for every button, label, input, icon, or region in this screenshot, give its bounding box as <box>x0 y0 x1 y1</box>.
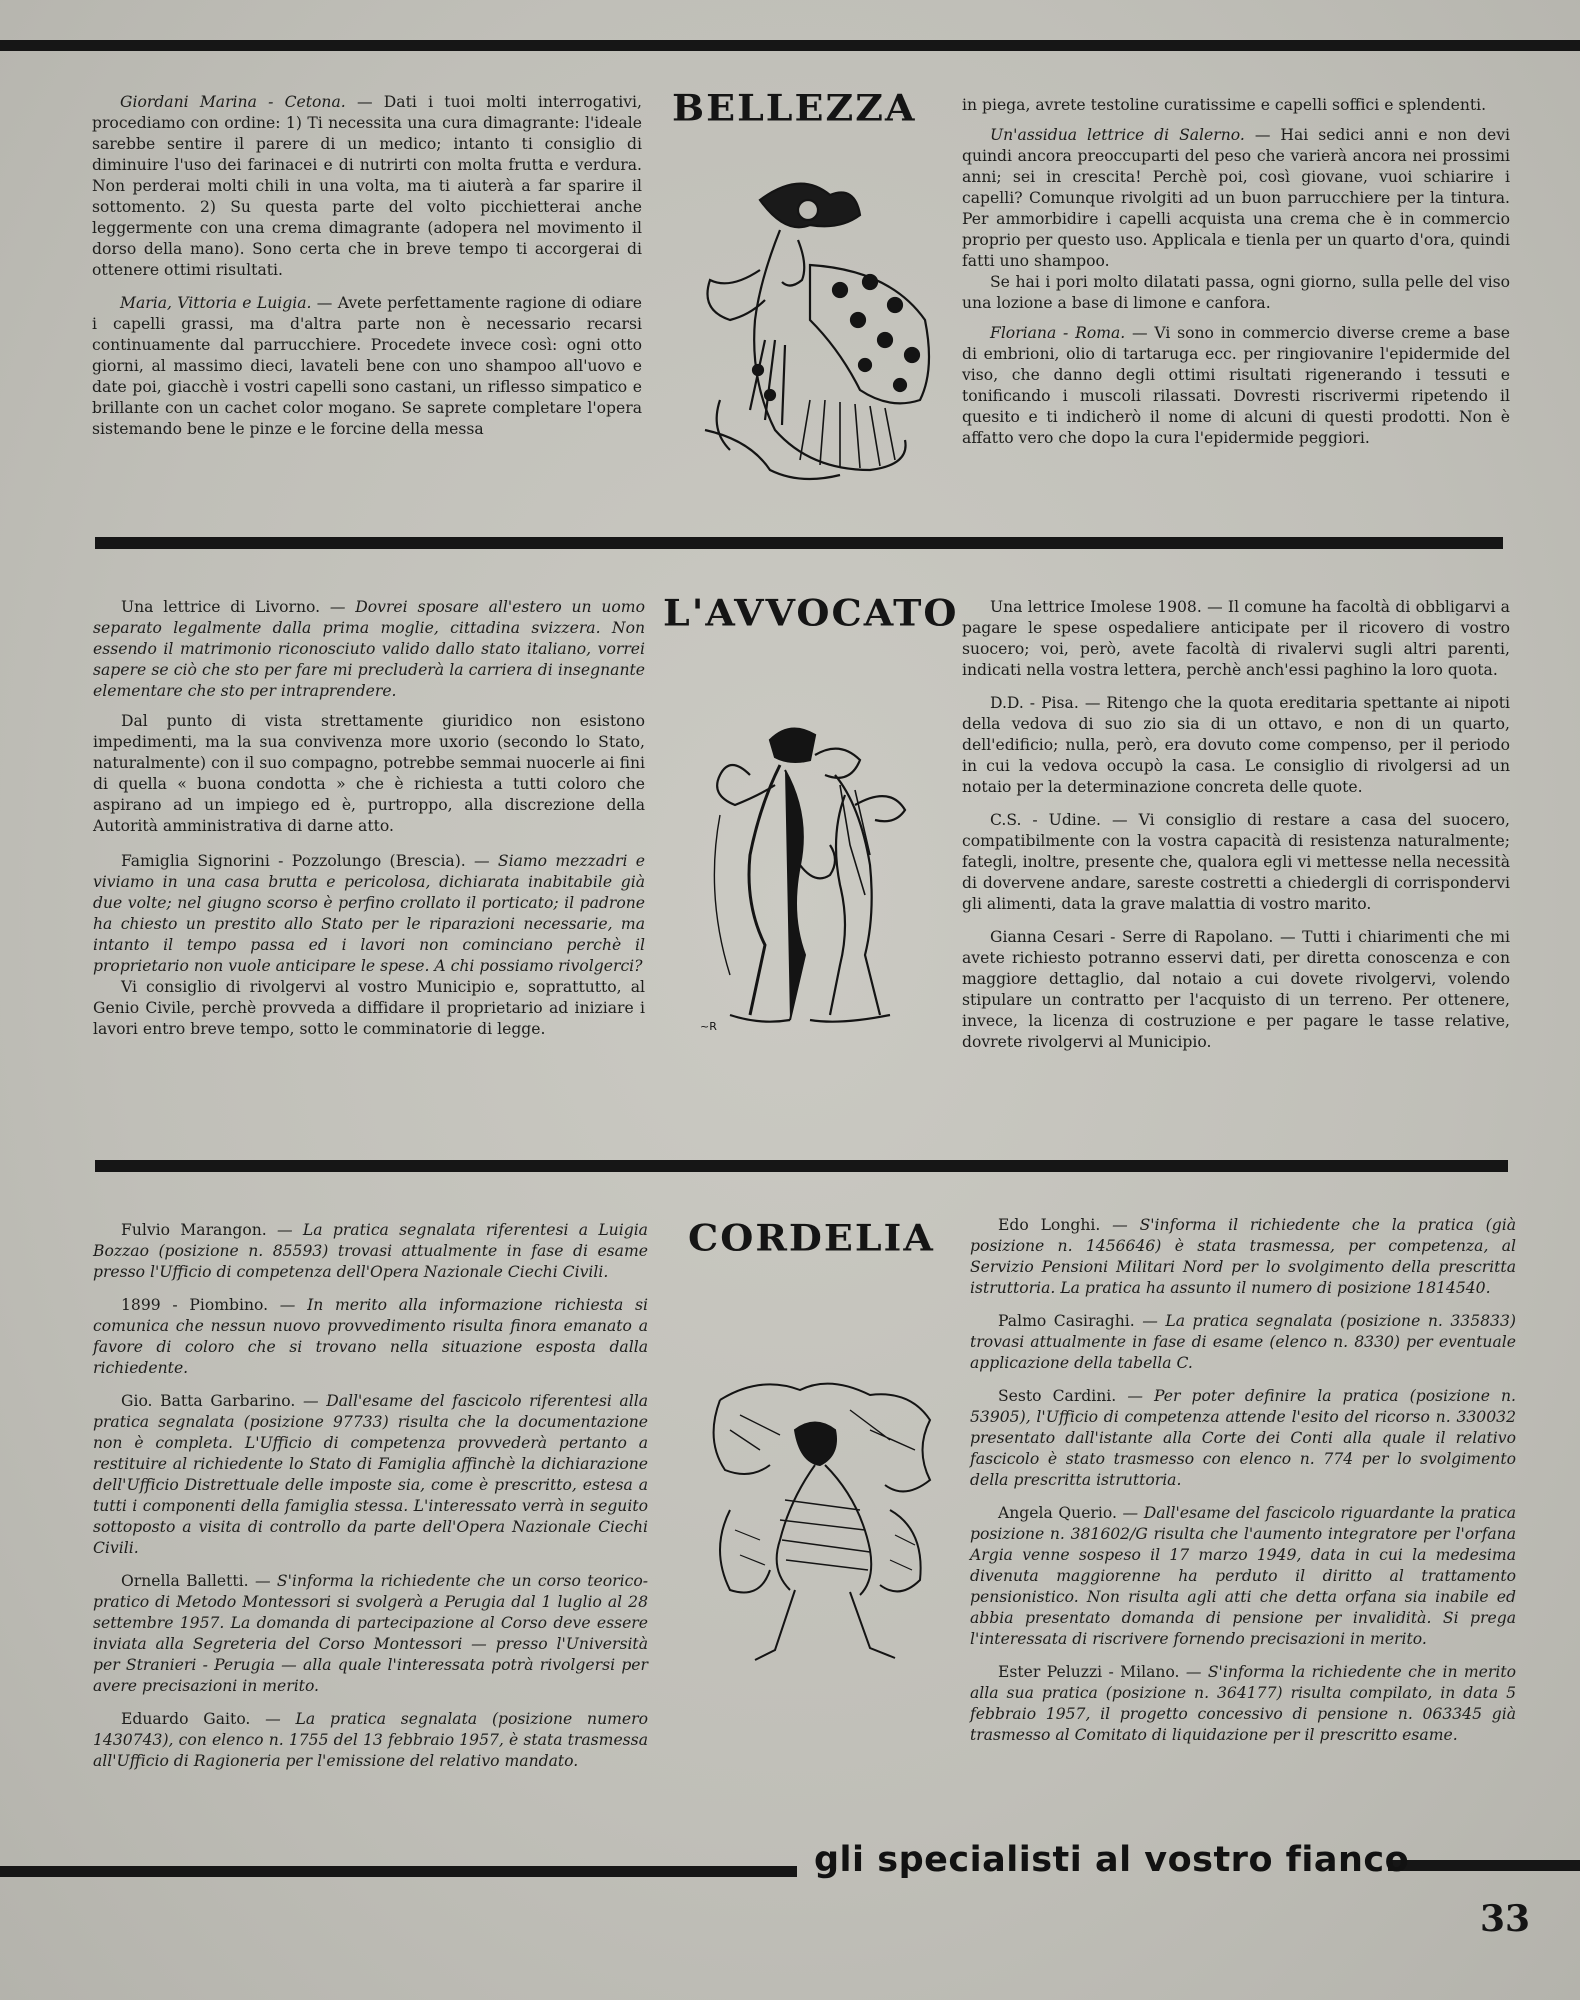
bellezza-right-column <box>962 95 1510 458</box>
section-divider-2 <box>95 1160 1508 1172</box>
letter: Maria, Vittoria e Luigia. — Avete perfettamente ragione di odiare i capelli grassi, ma d'altra parte non è necessario recarsi continuamente dal parrucchiere. Procedete invece così: ogni otto giorni, al massimo dieci, lavateli bene con uno shampoo all'uovo e date poi, giacchè i vostri capelli sono castani, un riflesso simpatico e brillante con un cachet color mogano. Se saprete completare l'opera sistemando bene le pinze e le forcine della messa <box>92 294 642 438</box>
top-rule <box>0 40 1580 51</box>
footer-rule-left <box>0 1866 797 1877</box>
footer-rule-right <box>1388 1860 1580 1871</box>
letter: Palmo Casiraghi. — La pratica segnalata (posizione n. 335833) trovasi attualmente in fase di esame (elenco n. 8330) per eventuale applicazione della tabella C. <box>970 1312 1516 1372</box>
woman-illustration <box>690 170 940 490</box>
avvocato-right-column <box>962 597 1510 1062</box>
dancing-couple-illustration <box>690 715 940 1035</box>
letter: Gio. Batta Garbarino. — Dall'esame del fascicolo riferentesi alla pratica segnalata (posizione 97733) risulta che la documentazione non è completa. L'Ufficio di competenza provvederà pertanto a restituire al richiedente lo Stato di Famiglia affinchè la dichiarazione dell'Ufficio Distrettuale delle imposte sia, come è prescritto, estesa a tutti i componenti della famiglia stessa. L'interessato verrà in seguito sottoposto a visita di controllo da parte dell'Opera Nazionale Ciechi Civili. <box>93 1392 649 1557</box>
reply: Vi consiglio di rivolgervi al vostro Municipio e, soprattutto, al Genio Civile, perchè provveda a diffidare il proprietario ad iniziare i lavori entro breve tempo, sotto le comminatorie di legge. <box>93 978 645 1038</box>
reply: Dal punto di vista strettamente giuridico non esistono impedimenti, ma la sua convivenza more uxorio (secondo lo Stato, naturalmente) con il suo compagno, potrebbe semmai nuocerle ai fini di quella « buona condotta » che è richiesta a tutti coloro che aspirano ad un impiego ed è, purtroppo, alla discrezione della Autorità amministrativa di darne atto. <box>93 712 645 835</box>
section-heading-cordelia: CORDELIA <box>688 1216 935 1259</box>
girl-with-papers-illustration <box>700 1370 945 1670</box>
letter: D.D. - Pisa. — Ritengo che la quota ereditaria spettante ai nipoti della vedova di suo zio sia di un ottavo, e non di un quarto, dell'edificio; nulla, però, era dovuto come compenso, per il periodo in cui la vedova occupò la casa. Le consiglio di rivolgersi ad un notaio per la determinazione concreta delle quote. <box>962 694 1510 796</box>
avvocato-left-column <box>93 597 645 1049</box>
section-heading-avvocato: L'AVVOCATO <box>663 591 959 634</box>
section-heading-bellezza: BELLEZZA <box>672 86 917 129</box>
letter: Eduardo Gaito. — La pratica segnalata (posizione numero 1430743), con elenco n. 1755 del 13 febbraio 1957, è stata trasmessa all'Ufficio di Ragioneria per l'emissione del relativo mandato. <box>93 1710 648 1770</box>
letter: 1899 - Piombino. — In merito alla informazione richiesta si comunica che nessun nuovo provvedimento risulta finora emanato a favore di coloro che si trovano nella situazione esposta dalla richiedente. <box>93 1296 648 1377</box>
letter-continued: in piega, avrete testoline curatissime e capelli soffici e splendenti. <box>962 96 1487 114</box>
letter: Angela Querio. — Dall'esame del fascicolo riguardante la pratica posizione n. 381602/G risulta che l'aumento integratore per l'orfana Argia venne sospeso il 17 marzo 1949, data in cui la medesima divenuta maggiorenne ha perduto il diritto al trattamento pensionistico. Non risulta agli atti che detta orfana sia inabile ed abbia presentato domanda di pensione per invalidità. Si prega l'interessata di riscrivere fornendo precisazioni in merito. <box>970 1504 1516 1648</box>
letter: Famiglia Signorini - Pozzolungo (Brescia). — Siamo mezzadri e viviamo in una casa brutta e pericolosa, dichiarata inabitabile già due volte; nel giugno scorso è perfino crollato il porticato; il padrone ha chiesto un prestito allo Stato per le riparazioni necessarie, ma intanto il tempo passa ed i lavori non cominciano perchè il proprietario non vuole anticipare le spese. A chi possiamo rivolgerci? <box>93 852 645 975</box>
letter: Un'assidua lettrice di Salerno. — Hai sedici anni e non devi quindi ancora preoccuparti del peso che varierà ancora nei prossimi anni; sei in crescita! Perchè poi, così giovane, vuoi schiarire i capelli? Comunque rivolgiti ad un buon parrucchiere per la tintura. Per ammorbidire i capelli acquista una crema che è in commercio proprio per questo uso. Applicala e tienla per un quarto d'ora, quindi fatti uno shampoo. <box>962 126 1511 270</box>
illustration-signature: ~R <box>700 1020 717 1033</box>
letter: Edo Longhi. — S'informa il richiedente che la pratica (già posizione n. 1456646) è stata trasmessa, per competenza, al Servizio Pensioni Militari Nord per lo svolgimento della prescritta istruttoria. La pratica ha assunto il numero di posizione 1814540. <box>970 1216 1516 1297</box>
letter: Sesto Cardini. — Per poter definire la pratica (posizione n. 53905), l'Ufficio di competenza attende l'esito del ricorso n. 330032 presentato dall'istante alla Corte dei Conti alla quale il relativo fascicolo è stato trasmesso con elenco n. 774 per lo svolgimento della prescritta istruttoria. <box>970 1387 1516 1489</box>
letter: C.S. - Udine. — Vi consiglio di restare a casa del suocero, compatibilmente con la vostra capacità di resistenza naturalmente; fategli, inoltre, presente che, qualora egli vi mettesse nella necessità di dovervene andare, sareste costretti a chiedergli di corrispondervi gli alimenti, data la grave malattia di vostro marito. <box>962 811 1510 913</box>
letter: Giordani Marina - Cetona. — Dati i tuoi molti interrogativi, procediamo con ordine: 1) Ti necessita una cura dimagrante: l'ideale sarebbe sentire il parere di un medico; intanto ti consiglio di diminuire l'uso dei farinacei e di nutrirti con molta frutta e verdura. Non perderai molti chili in una volta, ma ti aiuterà a far sparire il sottomento. 2) Su questa parte del volto picchietterai anche leggermente con una crema dimagrante (adopera nel movimento il dorso della mano). Sono certa che in breve tempo ti accorgerai di ottenere ottimi risultati. <box>92 93 642 279</box>
letter: Una lettrice Imolese 1908. — Il comune ha facoltà di obbligarvi a pagare le spese ospedaliere anticipate per il ricovero di vostro suocero; voi, però, avete facoltà di rivalervi sugli altri parenti, indicati nella vostra lettera, perchè anch'essi paghino la loro quota. <box>962 598 1510 679</box>
cordelia-left-column <box>93 1220 648 1781</box>
letter: Fulvio Marangon. — La pratica segnalata riferentesi a Luigia Bozzao (posizione n. 85593) trovasi attualmente in fase di esame presso l'Ufficio di competenza dell'Opera Nazionale Ciechi Civili. <box>93 1221 648 1281</box>
page-number: 33 <box>1480 1898 1531 1940</box>
section-divider-1 <box>95 537 1503 549</box>
letter: Ornella Balletti. — S'informa la richiedente che un corso teorico-pratico di Metodo Montessori si svolgerà a Perugia dal 1 luglio al 28 settembre 1957. La domanda di partecipazione al Corso deve essere inviata alla Segreteria del Corso Montessori — presso l'Università per Stranieri - Perugia — alla quale l'interessata potrà rivolgersi per avere precisazioni in merito. <box>93 1572 648 1695</box>
letter: Floriana - Roma. — Vi sono in commercio diverse creme a base di embrioni, olio di tartaruga ecc. per ringiovanire l'epidermide del viso, che danno degli ottimi risultati rigenerando i tessuti e tonificando i muscoli rilassati. Dovresti riscrivermi ripetendo il quesito e ti indicherò il nome di alcuni di questi prodotti. Non è affatto vero che dopo la cura l'epidermide peggiori. <box>962 324 1510 447</box>
footer-tagline: gli specialisti al vostro fianco <box>814 1840 1410 1880</box>
letter: Se hai i pori molto dilatati passa, ogni giorno, sulla pelle del viso una lozione a base di limone e canfora. <box>962 273 1510 312</box>
bellezza-left-column <box>92 92 642 449</box>
letter: Una lettrice di Livorno. — Dovrei sposare all'estero un uomo separato legalmente dalla prima moglie, cittadina svizzera. Non essendo il matrimonio riconosciuto valido dallo stato italiano, vorrei sapere se ciò che sto per fare mi precluderà la carriera di insegnante elementare che sto per intraprendere. <box>93 598 645 700</box>
cordelia-right-column <box>970 1215 1516 1755</box>
letter: Gianna Cesari - Serre di Rapolano. — Tutti i chiarimenti che mi avete richiesto potranno esservi dati, per diretta conoscenza e con maggiore dettaglio, dal notaio a cui dovete rivolgervi, volendo stipulare un contratto per l'acquisto di un terreno. Per ottenere, invece, la licenza di costruzione e per pagare le tasse relative, dovrete rivolgervi al Municipio. <box>962 928 1511 1051</box>
letter: Ester Peluzzi - Milano. — S'informa la richiedente che in merito alla sua pratica (posizione n. 364177) risulta compilato, in data 5 febbraio 1957, il progetto concessivo di pensione n. 063345 già trasmesso al Comitato di liquidazione per il prescritto esame. <box>970 1663 1516 1744</box>
